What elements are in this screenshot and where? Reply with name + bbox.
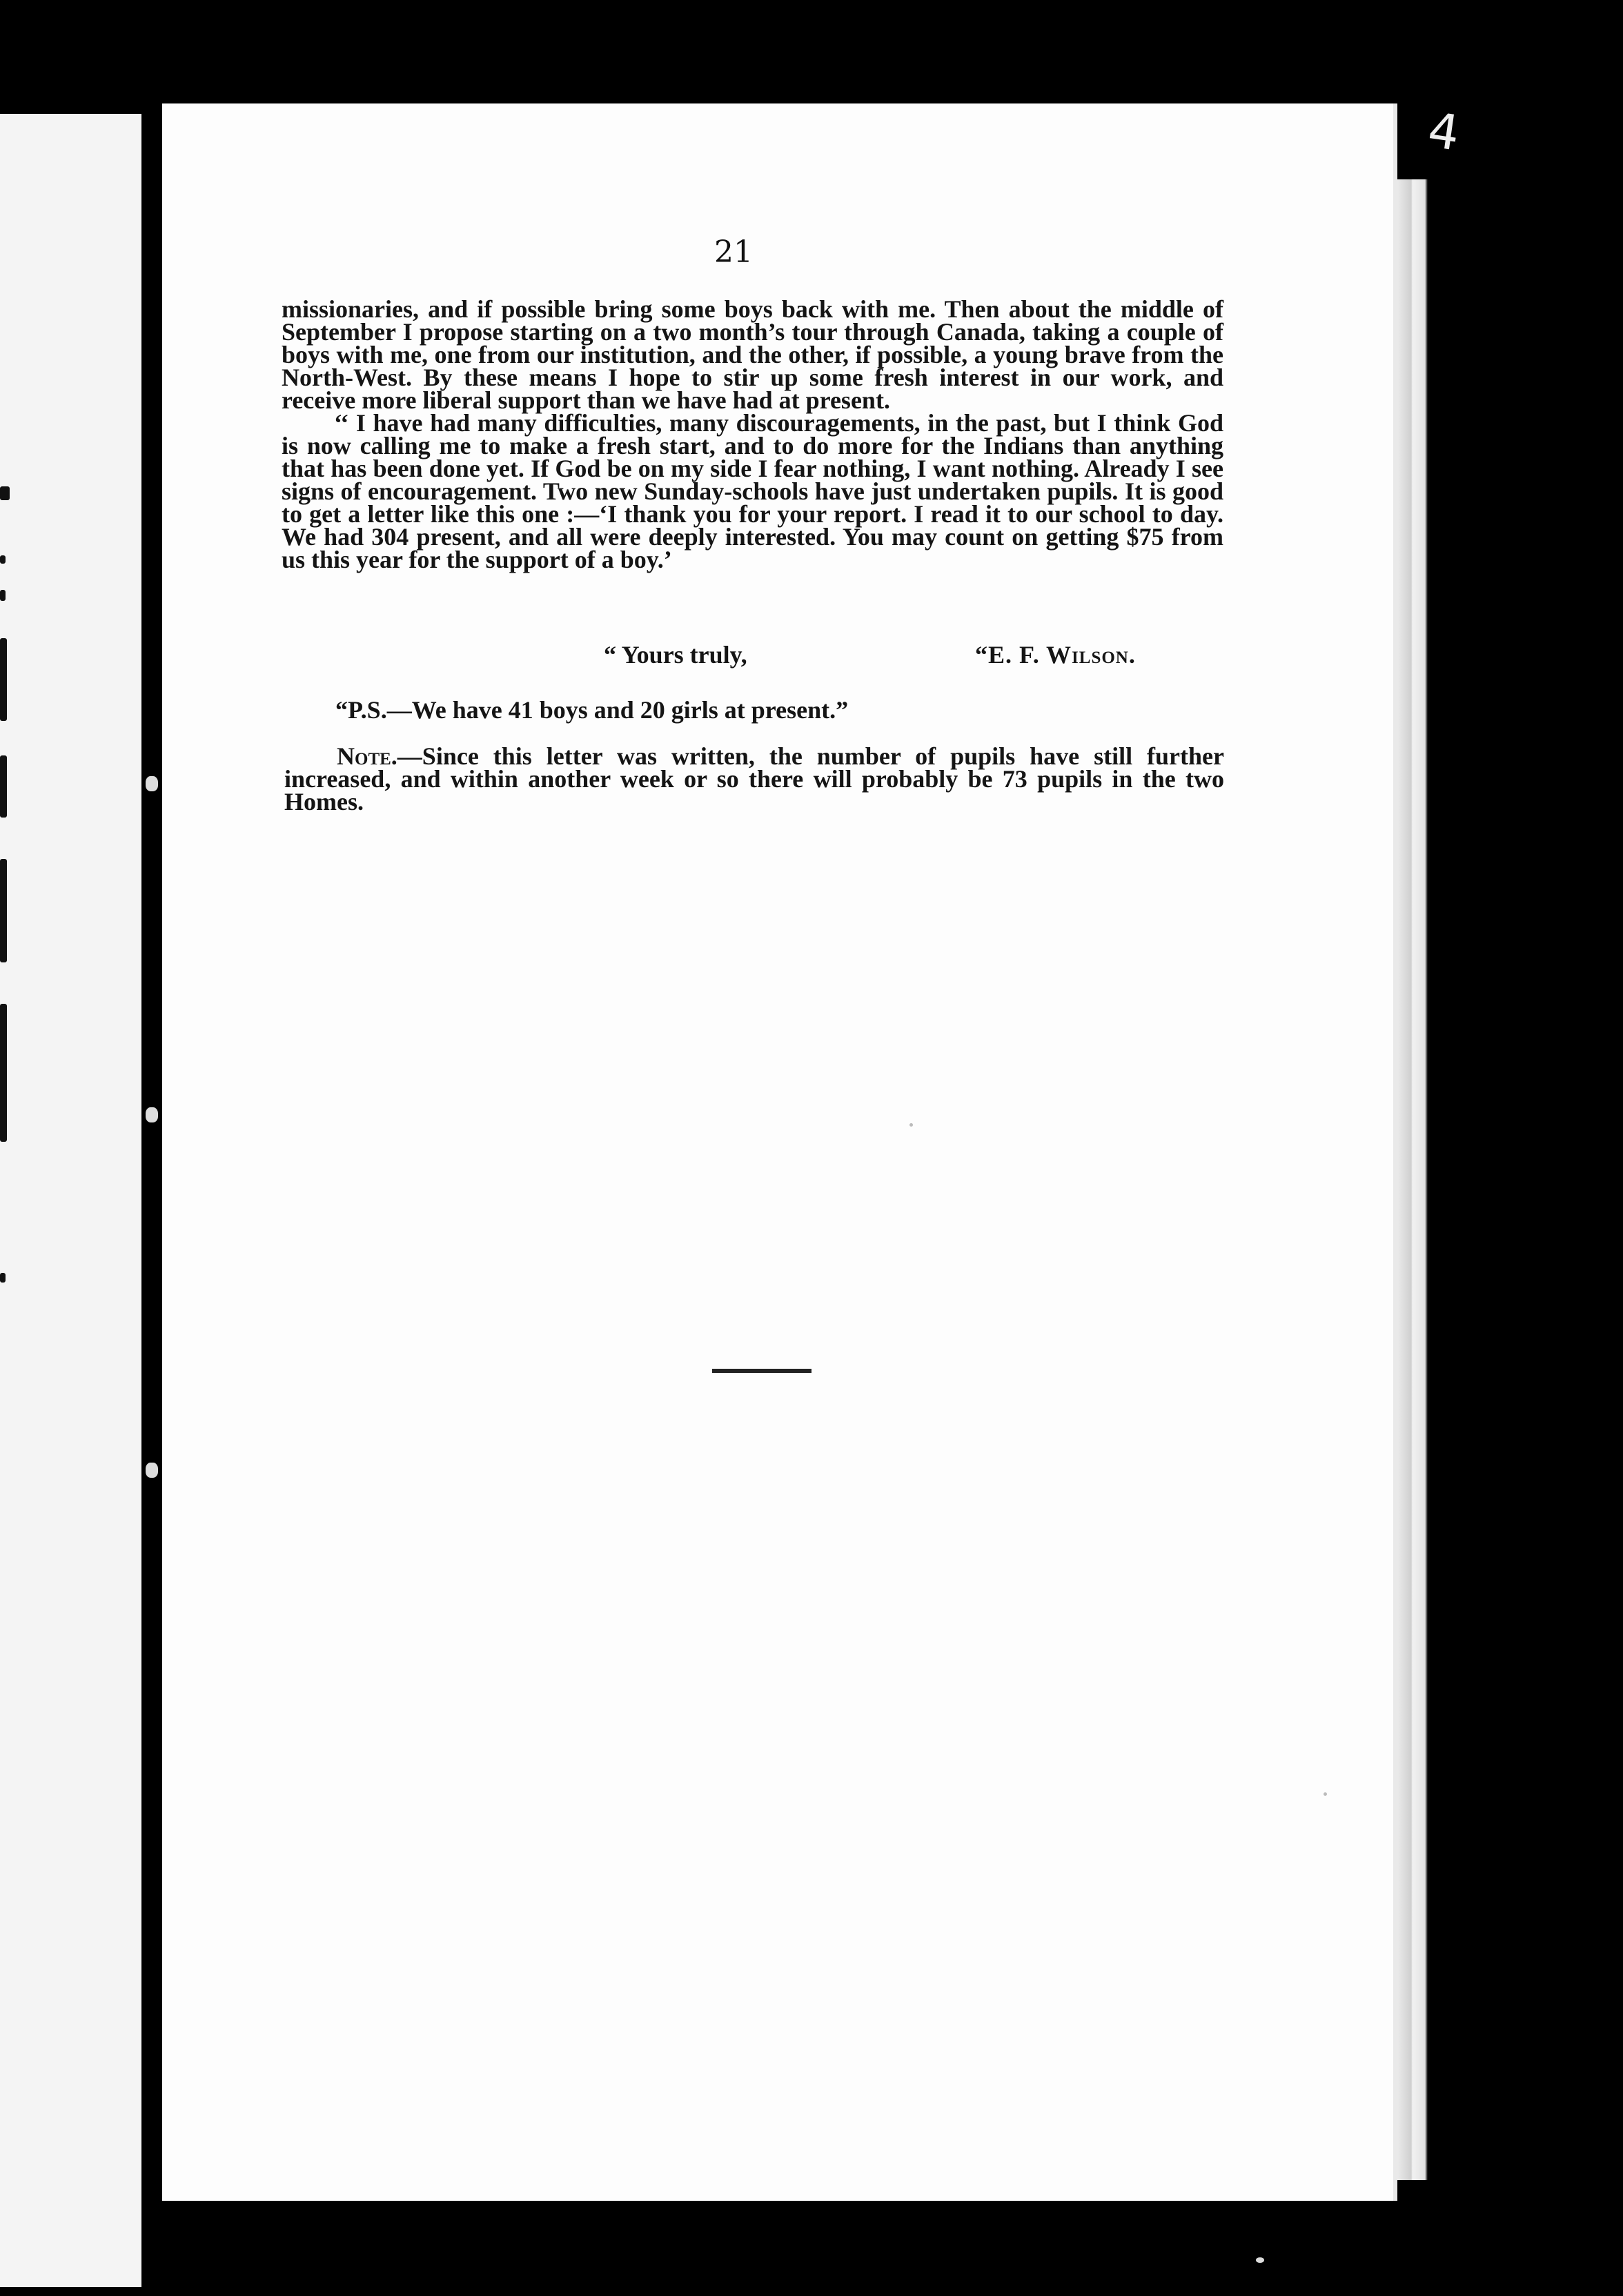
facing-page-text-fragment [0,859,7,962]
page-number: 21 [714,235,753,270]
section-divider [712,1369,812,1373]
binding-stitch [146,776,158,791]
note-text: —Since this letter was written, the number of pupils have still further increased, and within another week or so there will probably be 73 pupils in the two Homes. [284,742,1224,815]
facing-page-text-fragment [0,1004,7,1142]
paper-speck [909,1123,913,1127]
binding-stitch [146,1107,158,1122]
paragraph: missionaries, and if possible bring some boys back with me. Then about the middle of September I propose starting on a two month’s tour through Canada, taking a couple of boys with me, one from our institution, and the other, if possible, a young brave from the North-West. By these means I hope to stir up some fresh interest in our work, and receive more liberal support than we have had at present. [282,295,1223,414]
postscript: “P.S.—We have 41 boys and 20 girls at present.” [335,696,849,724]
paper-speck [1324,1792,1327,1796]
facing-page-text-fragment [0,638,7,721]
paragraph: ‘‘ I have had many difficulties, many discouragements, in the past, but I think God is now calling me to make a fresh start, and to do more for the Indians than anything that has been done yet. If God be on my side I fear nothing, I want nothing. Already I see signs of encouragement. Two new Sunday-schools have just undertaken pupils. It is good to get a letter like this one :—‘I thank you for your report. I read it to our school to day. We had 304 present, and all were deeply interested. You may count on getting $75 from us this year for the support of a boy.’ [282,409,1223,573]
facing-page-text-fragment [0,1273,6,1283]
letter-closing: “ Yours truly, [604,641,747,669]
letter-signature: “E. F. Wilson. [975,641,1136,669]
facing-page-text-fragment [0,555,6,564]
binding-stitch [146,1463,158,1478]
facing-page-text-fragment [0,486,10,500]
letter-body [282,295,1223,573]
facing-page [0,114,153,2287]
page-edges [1397,179,1453,2180]
book-gutter [141,114,162,2287]
note-label: Note. [337,742,397,770]
facing-page-text-fragment [0,590,6,601]
facing-page-text-fragment [0,755,7,818]
handwritten-page-mark: 4 [1424,101,1464,162]
editorial-note [284,742,1224,815]
paper-speck [1256,2257,1264,2263]
